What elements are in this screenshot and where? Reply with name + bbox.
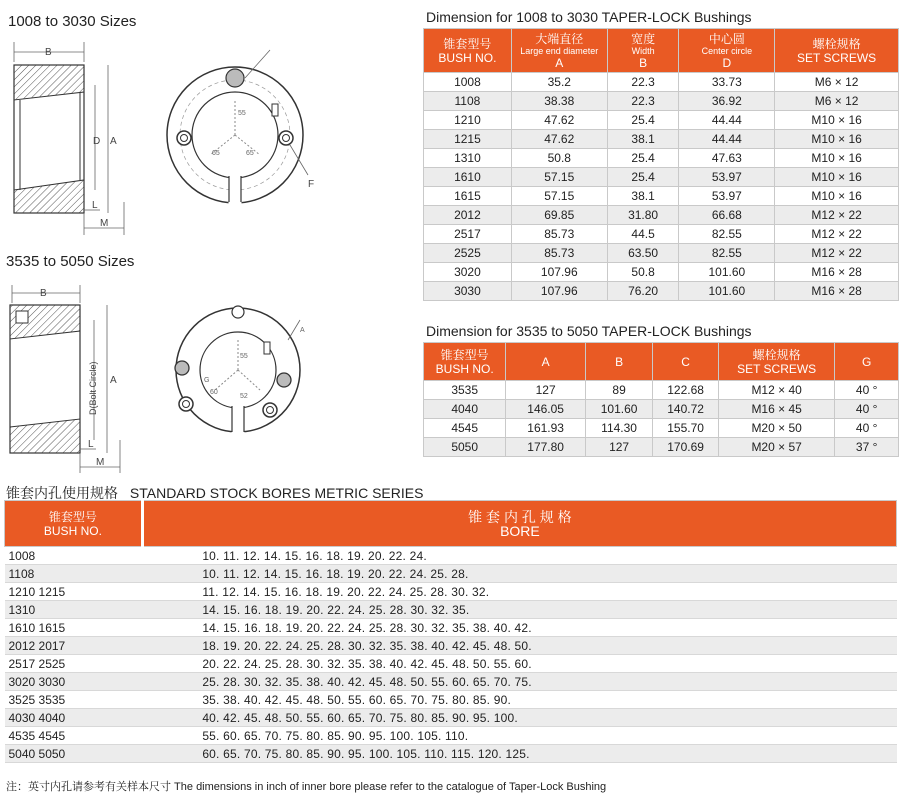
table1-row: [424, 244, 899, 263]
table2-cell: 140.72: [653, 400, 719, 419]
table1-cell: 47.62: [511, 111, 607, 130]
table1-cell: 35.2: [511, 73, 607, 92]
table1-cell: 57.15: [511, 168, 607, 187]
table3-cell: 4535 4545: [5, 727, 143, 745]
table1-cell: 82.55: [679, 244, 775, 263]
table3-cell: 18. 19. 20. 22. 24. 25. 28. 30. 32. 35. 38. 40. 42. 45. 48. 50.: [142, 637, 896, 655]
table1-cell: 1210: [424, 111, 512, 130]
table2-header-c: C: [653, 343, 719, 381]
table3-cell: 1310: [5, 601, 143, 619]
table1-cell: 50.8: [607, 263, 679, 282]
table1-cell: M12 × 22: [775, 225, 899, 244]
table3-cell: 40. 42. 45. 48. 50. 55. 60. 65. 70. 75. 80. 85. 90. 95. 100.: [142, 709, 896, 727]
table1-row: [424, 92, 899, 111]
table2-cell: 177.80: [506, 438, 586, 457]
table2-cell: 170.69: [653, 438, 719, 457]
table2-header-a: A: [506, 343, 586, 381]
table1-cell: M16 × 28: [775, 282, 899, 301]
table1-title: Dimension for 1008 to 3030 TAPER-LOCK Bushings: [426, 9, 752, 25]
table1-cell: 44.44: [679, 111, 775, 130]
table1-row: [424, 282, 899, 301]
table1-cell: M16 × 28: [775, 263, 899, 282]
table2-cell: M12 × 40: [718, 381, 834, 400]
table2-cell: 101.60: [585, 400, 652, 419]
table3-header-bush: 锥套型号 BUSH NO.: [5, 501, 143, 547]
table3-cell: 3525 3535: [5, 691, 143, 709]
table1-header-row: [424, 29, 899, 73]
footnote: 注：英寸内孔请参考有关样本尺寸 The dimensions in inch of inner bore please refer to the catalogue of Taper-Lock Bushing: [6, 781, 607, 793]
table1-cell: 63.50: [607, 244, 679, 263]
table1-cell: 38.1: [607, 130, 679, 149]
table1-cell: 85.73: [511, 244, 607, 263]
table3-row: [5, 745, 897, 763]
table1-row: [424, 206, 899, 225]
table1-cell: 2012: [424, 206, 512, 225]
table3-cell: 5040 5050: [5, 745, 143, 763]
table2-cell: 146.05: [506, 400, 586, 419]
table2-cell: 89: [585, 381, 652, 400]
table1-cell: 66.68: [679, 206, 775, 225]
table3-row: [5, 709, 897, 727]
table1-cell: 36.92: [679, 92, 775, 111]
table2-cell: M20 × 57: [718, 438, 834, 457]
dim-l2-label: L: [88, 439, 94, 450]
dim-m2-label: M: [96, 457, 105, 468]
dim-b2-label: B: [40, 288, 47, 299]
table1-cell: 107.96: [511, 282, 607, 301]
table2-cell: 40 °: [835, 400, 899, 419]
table2-title: Dimension for 3535 to 5050 TAPER-LOCK Bushings: [426, 323, 752, 339]
table2-cell: 127: [585, 438, 652, 457]
table2-cell: 161.93: [506, 419, 586, 438]
large-bushing-side-drawing: [0, 275, 150, 475]
table2-cell: 4040: [424, 400, 506, 419]
table3-cell: 10. 11. 12. 14. 15. 16. 18. 19. 20. 22. 24. 25. 28.: [142, 565, 896, 583]
bolt-circle-label: D(Bolt Circle): [88, 361, 98, 415]
table2-header-row: [424, 343, 899, 381]
table1-cell: 57.15: [511, 187, 607, 206]
table1-cell: 38.1: [607, 187, 679, 206]
table1-cell: 101.60: [679, 263, 775, 282]
table1-cell: 85.73: [511, 225, 607, 244]
table1-cell: 2517: [424, 225, 512, 244]
table3-row: [5, 637, 897, 655]
table3-cell: 1210 1215: [5, 583, 143, 601]
table3-row: [5, 601, 897, 619]
table1-cell: 25.4: [607, 149, 679, 168]
table3-cell: 20. 22. 24. 25. 28. 30. 32. 35. 38. 40. 42. 45. 48. 50. 55. 60.: [142, 655, 896, 673]
table3-cell: 14. 15. 16. 18. 19. 20. 22. 24. 25. 28. 30. 32. 35. 38. 40. 42.: [142, 619, 896, 637]
table2-cell: 122.68: [653, 381, 719, 400]
table2-header-screws: 螺栓规格 SET SCREWS: [718, 343, 834, 381]
table3-row: [5, 583, 897, 601]
table1-row: [424, 263, 899, 282]
angle-g-label: G: [204, 377, 210, 384]
large-bushing-front-drawing: [160, 290, 330, 460]
table1-cell: 44.5: [607, 225, 679, 244]
table1-row: [424, 149, 899, 168]
table1-cell: 3030: [424, 282, 512, 301]
table2-row: [424, 419, 899, 438]
table3-cell: 1108: [5, 565, 143, 583]
table1-cell: 22.3: [607, 73, 679, 92]
table2-dimensions-large: [423, 342, 899, 457]
table1-cell: M10 × 16: [775, 168, 899, 187]
dim-b-label: B: [45, 47, 52, 58]
table1-cell: 1615: [424, 187, 512, 206]
table2-cell: 37 °: [835, 438, 899, 457]
table1-cell: M12 × 22: [775, 206, 899, 225]
table1-cell: 53.97: [679, 187, 775, 206]
table1-cell: 38.38: [511, 92, 607, 111]
table2-row: [424, 381, 899, 400]
table1-cell: 25.4: [607, 168, 679, 187]
table1-cell: 31.80: [607, 206, 679, 225]
table1-row: [424, 187, 899, 206]
table1-cell: M6 × 12: [775, 73, 899, 92]
angle-52-label: 52: [240, 393, 248, 400]
dim-d-label: D: [93, 136, 101, 147]
table3-title-cn: 锥套内孔使用规格: [6, 485, 118, 501]
table3-cell: 2012 2017: [5, 637, 143, 655]
table2-cell: 114.30: [585, 419, 652, 438]
table1-row: [424, 130, 899, 149]
table3-row: [5, 565, 897, 583]
small-sizes-title: 1008 to 3030 Sizes: [8, 13, 137, 30]
table1-cell: 101.60: [679, 282, 775, 301]
small-bushing-front-drawing: [160, 30, 340, 235]
table1-dimensions-small: [423, 28, 899, 301]
table3-row: [5, 673, 897, 691]
table1-header-b: 宽度 Width B: [607, 29, 679, 73]
table1-row: [424, 168, 899, 187]
dim-a-label: A: [110, 136, 117, 147]
table3-title-en: STANDARD STOCK BORES METRIC SERIES: [129, 485, 424, 501]
table1-header-d: 中心圆 Center circle D: [679, 29, 775, 73]
table1-cell: 107.96: [511, 263, 607, 282]
table3-stock-bores: [4, 500, 897, 763]
table1-cell: 1108: [424, 92, 512, 111]
angle-65-left-label: 65: [212, 150, 220, 157]
table2-cell: M20 × 50: [718, 419, 834, 438]
table2-cell: 5050: [424, 438, 506, 457]
dim-m-label: M: [100, 218, 109, 229]
dim-a2-label: A: [110, 375, 117, 386]
angle-65-right-label: 65: [246, 150, 254, 157]
table3-cell: 55. 60. 65. 70. 75. 80. 85. 90. 95. 100. 105. 110.: [142, 727, 896, 745]
dim-f-label: F: [308, 179, 315, 190]
table2-cell: 40 °: [835, 419, 899, 438]
table1-cell: 22.3: [607, 92, 679, 111]
table2-cell: M16 × 45: [718, 400, 834, 419]
table1-cell: M10 × 16: [775, 149, 899, 168]
table1-cell: 50.8: [511, 149, 607, 168]
table3-header-row: [5, 501, 897, 547]
table2-cell: 155.70: [653, 419, 719, 438]
table3-row: [5, 655, 897, 673]
table3-cell: 35. 38. 40. 42. 45. 48. 50. 55. 60. 65. 70. 75. 80. 85. 90.: [142, 691, 896, 709]
table1-cell: M10 × 16: [775, 130, 899, 149]
table3-cell: 2517 2525: [5, 655, 143, 673]
table1-cell: M10 × 16: [775, 111, 899, 130]
table1-cell: 82.55: [679, 225, 775, 244]
dim-a3-label: A: [300, 327, 305, 334]
table1-header-a: 大端直径 Large end diameter A: [511, 29, 607, 73]
table1-cell: 2525: [424, 244, 512, 263]
table1-cell: 1215: [424, 130, 512, 149]
large-sizes-title: 3535 to 5050 Sizes: [6, 253, 135, 270]
table3-cell: 1008: [5, 547, 143, 565]
table1-cell: 3020: [424, 263, 512, 282]
table2-header-bush: 锥套型号 BUSH NO.: [424, 343, 506, 381]
table1-header-screws: 螺栓规格 SET SCREWS: [775, 29, 899, 73]
table1-cell: M10 × 16: [775, 187, 899, 206]
table2-header-b: B: [585, 343, 652, 381]
table1-cell: 76.20: [607, 282, 679, 301]
table1-cell: 25.4: [607, 111, 679, 130]
table1-cell: 33.73: [679, 73, 775, 92]
table1-cell: 53.97: [679, 168, 775, 187]
table1-cell: 47.63: [679, 149, 775, 168]
table3-row: [5, 691, 897, 709]
table1-cell: M6 × 12: [775, 92, 899, 111]
table2-row: [424, 438, 899, 457]
table3-cell: 14. 15. 16. 18. 19. 20. 22. 24. 25. 28. 30. 32. 35.: [142, 601, 896, 619]
table1-header-bush: 锥套型号 BUSH NO.: [424, 29, 512, 73]
table3-cell: 11. 12. 14. 15. 16. 18. 19. 20. 22. 24. 25. 28. 30. 32.: [142, 583, 896, 601]
table3-cell: 1610 1615: [5, 619, 143, 637]
table3-cell: 10. 11. 12. 14. 15. 16. 18. 19. 20. 22. 24.: [142, 547, 896, 565]
table1-cell: 44.44: [679, 130, 775, 149]
table1-row: [424, 111, 899, 130]
table3-row: [5, 619, 897, 637]
table2-cell: 40 °: [835, 381, 899, 400]
table3-cell: 60. 65. 70. 75. 80. 85. 90. 95. 100. 105. 110. 115. 120. 125.: [142, 745, 896, 763]
angle-55-label: 55: [238, 110, 246, 117]
table1-row: [424, 73, 899, 92]
table3-row: [5, 727, 897, 745]
table3-row: [5, 547, 897, 565]
table3-cell: 4030 4040: [5, 709, 143, 727]
table1-cell: 69.85: [511, 206, 607, 225]
table1-cell: 47.62: [511, 130, 607, 149]
table2-cell: 3535: [424, 381, 506, 400]
small-bushing-side-drawing: [0, 30, 150, 245]
table1-cell: 1310: [424, 149, 512, 168]
table2-cell: 127: [506, 381, 586, 400]
table1-cell: M12 × 22: [775, 244, 899, 263]
table3-cell: 3020 3030: [5, 673, 143, 691]
table2-header-g: G: [835, 343, 899, 381]
angle-55-large-label: 55: [240, 353, 248, 360]
table1-cell: 1008: [424, 73, 512, 92]
table1-row: [424, 225, 899, 244]
table2-cell: 4545: [424, 419, 506, 438]
table2-row: [424, 400, 899, 419]
table1-cell: 1610: [424, 168, 512, 187]
angle-60-label: 60: [210, 389, 218, 396]
dim-l-label: L: [92, 200, 98, 211]
table3-cell: 25. 28. 30. 32. 35. 38. 40. 42. 45. 48. 50. 55. 60. 65. 70. 75.: [142, 673, 896, 691]
table3-header-bore: 锥 套 内 孔 规 格 BORE: [142, 501, 896, 547]
